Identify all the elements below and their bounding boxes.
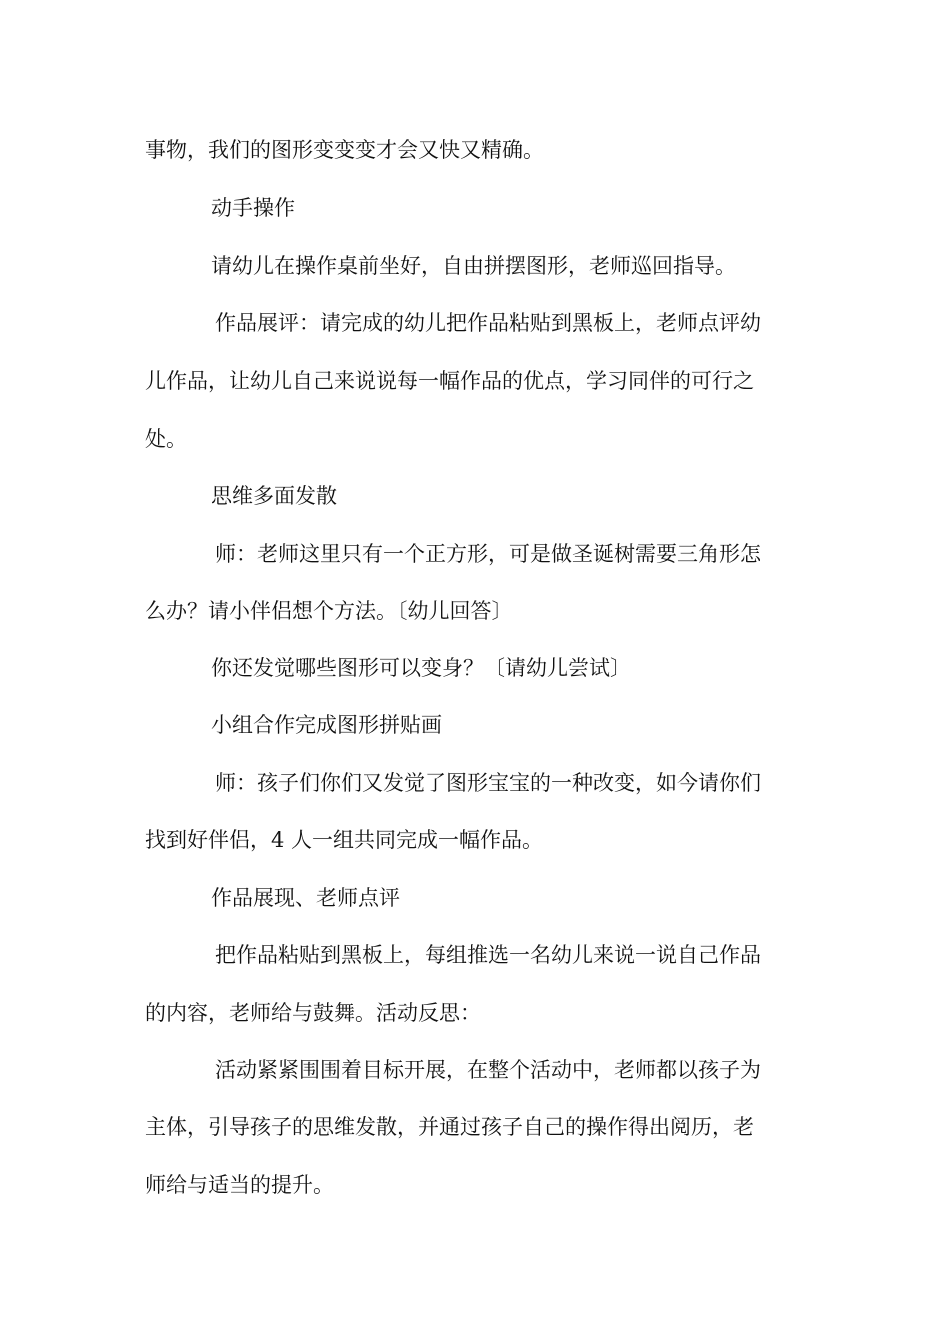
section-heading: 动手操作 xyxy=(211,196,295,220)
paragraph-line: 事物，我们的图形变变变才会又快又精确。 xyxy=(145,138,544,162)
paragraph-line: 主体，引导孩子的思维发散，并通过孩子自己的操作得出阅历，老 xyxy=(145,1115,754,1139)
paragraph-line: 儿作品，让幼儿自己来说说每一幅作品的优点，学习同伴的可行之 xyxy=(145,369,754,393)
paragraph-line: 师给与适当的提升。 xyxy=(145,1173,334,1197)
section-heading: 作品展现、老师点评 xyxy=(211,886,400,910)
paragraph-line: 作品展评：请完成的幼儿把作品粘贴到黑板上，老师点评幼 xyxy=(215,311,761,335)
paragraph-line: 么办？请小伴侣想个方法。〔幼儿回答〕 xyxy=(145,599,513,623)
section-heading: 小组合作完成图形拼贴画 xyxy=(211,713,442,737)
paragraph-line: 的内容，老师给与鼓舞。活动反思： xyxy=(145,1001,481,1025)
paragraph-line: 你还发觉哪些图形可以变身？〔请幼儿尝试〕 xyxy=(211,656,631,680)
paragraph-line: 处。 xyxy=(145,427,187,451)
paragraph-line: 活动紧紧围围着目标开展，在整个活动中，老师都以孩子为 xyxy=(215,1058,761,1082)
paragraph-line: 找到好伴侣，4 人一组共同完成一幅作品。 xyxy=(145,828,544,852)
paragraph-line: 请幼儿在操作桌前坐好，自由拼摆图形，老师巡回指导。 xyxy=(211,254,736,278)
paragraph-line: 把作品粘贴到黑板上，每组推选一名幼儿来说一说自己作品 xyxy=(215,943,761,967)
paragraph-line: 师：孩子们你们又发觉了图形宝宝的一种改变，如今请你们 xyxy=(215,771,761,795)
section-heading: 思维多面发散 xyxy=(211,484,337,508)
paragraph-line: 师：老师这里只有一个正方形，可是做圣诞树需要三角形怎 xyxy=(215,542,761,566)
